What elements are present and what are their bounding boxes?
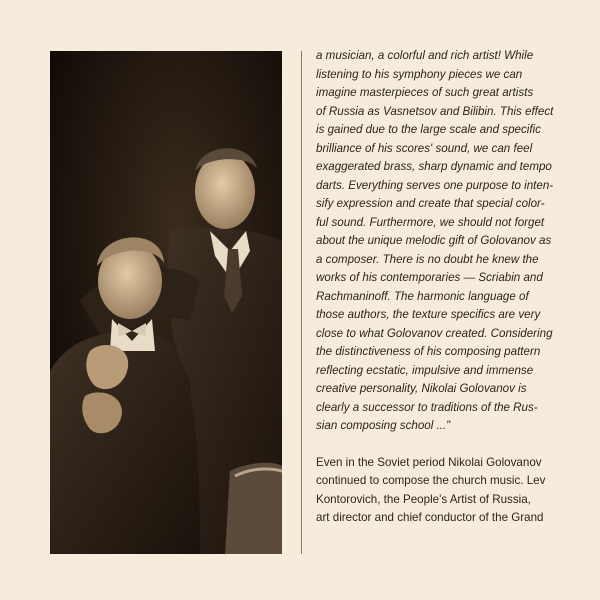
quote-line: sify expression and create that special color- (316, 197, 545, 210)
quote-line: reflecting ecstatic, impulsive and immense (316, 363, 534, 377)
quote-line: clearly a successor to traditions of the Rus- (316, 400, 538, 414)
quote-line: imagine masterpieces of such great artists (316, 86, 534, 99)
body-line: Even in the Soviet period Nikolai Golovanov (316, 455, 542, 469)
quote-line: brilliance of his scores' sound, we can feel (316, 141, 533, 155)
quote-paragraph (316, 47, 560, 436)
quote-line: darts. Everything serves one purpose to inten- (316, 178, 554, 192)
body-paragraph (316, 454, 560, 528)
body-line: continued to compose the church music. Lev (316, 474, 546, 487)
portrait-photo (50, 51, 282, 554)
quote-line: exaggerated brass, sharp dynamic and tempo (316, 160, 552, 173)
body-line: Kontorovich, the People's Artist of Russia, (316, 492, 531, 506)
quote-line: creative personality, Nikolai Golovanov is (316, 382, 527, 395)
article-text-column (316, 47, 560, 528)
quote-line: a musician, a colorful and rich artist! While (316, 49, 534, 62)
quote-line: ful sound. Furthermore, we should not forget (316, 215, 545, 229)
quote-line: a composer. There is no doubt he knew the (316, 252, 539, 266)
quote-line: about the unique melodic gift of Golovanov as (316, 234, 552, 247)
quote-line: Rachmaninoff. The harmonic language of (316, 289, 529, 303)
quote-line: of Russia as Vasnetsov and Bilibin. This effect (316, 104, 554, 118)
quote-line: close to what Golovanov created. Considering (316, 326, 553, 340)
column-divider (301, 51, 302, 554)
quote-line: works of his contemporaries — Scriabin and (316, 271, 543, 284)
quote-line: those authors, the texture specifics are very (316, 308, 541, 321)
quote-line: sian composing school ..." (316, 419, 451, 432)
quote-line: listening to his symphony pieces we can (316, 67, 523, 81)
body-line: art director and chief conductor of the Grand (316, 511, 544, 524)
quote-line: the distinctiveness of his composing pattern (316, 345, 541, 358)
portrait-photo-image (50, 51, 282, 554)
quote-line: is gained due to the large scale and specific (316, 123, 541, 136)
